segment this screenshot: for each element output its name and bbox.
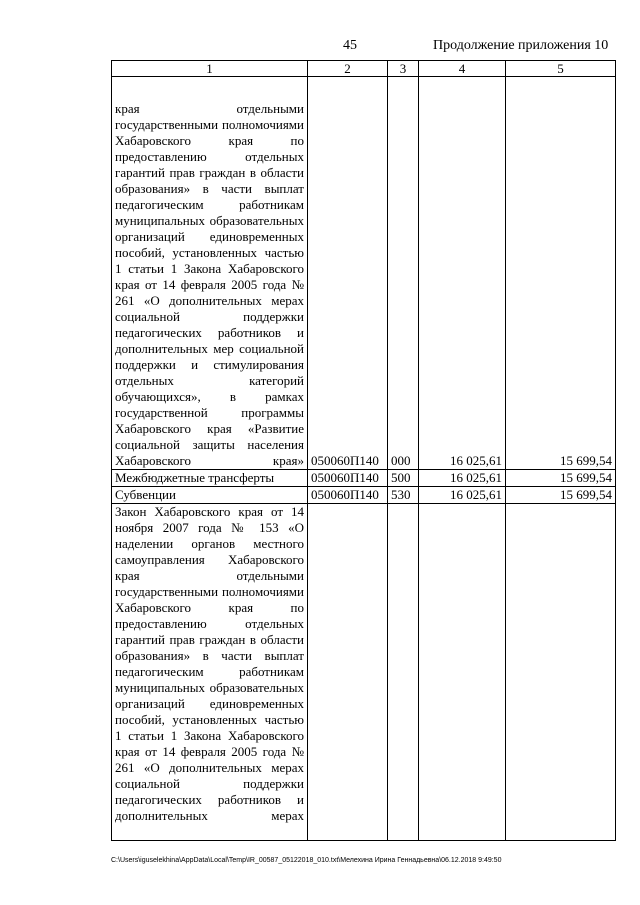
budget-table bbox=[111, 60, 616, 841]
row-amount-1: 16 025,61 bbox=[419, 487, 506, 504]
row-expense-type bbox=[388, 504, 419, 841]
row-amount-2: 15 699,54 bbox=[506, 77, 616, 470]
row-amount-1: 16 025,61 bbox=[419, 470, 506, 487]
row-target-code bbox=[308, 504, 388, 841]
row-target-code: 050060П140 bbox=[308, 77, 388, 470]
table-row bbox=[112, 470, 616, 487]
column-header: 4 bbox=[419, 61, 506, 77]
row-amount-2 bbox=[506, 504, 616, 841]
column-header: 3 bbox=[388, 61, 419, 77]
row-amount-2: 15 699,54 bbox=[506, 487, 616, 504]
column-header: 1 bbox=[112, 61, 308, 77]
row-description: Межбюджетные трансферты bbox=[112, 470, 308, 487]
table-row bbox=[112, 487, 616, 504]
row-target-code: 050060П140 bbox=[308, 470, 388, 487]
row-amount-1 bbox=[419, 504, 506, 841]
column-header: 5 bbox=[506, 61, 616, 77]
row-description: Закон Хабаровского края от 14 ноября 2007 года № 153 «О наделении органов местного самоуправления Хабаровского края отдельными государственными полномочиями Хабаровского края по предоставлению отдельных гарантий прав граждан в области образования» в части выплат педагогическим работникам муниципальных образовательных организаций единовременных пособий, установленных частью 1 статьи 1 Закона Хабаровского края от 14 февраля 2005 года № 261 «О дополнительных мерах социальной поддержки педагогических работников и дополнительных мерах bbox=[112, 504, 308, 841]
column-header: 2 bbox=[308, 61, 388, 77]
row-expense-type: 500 bbox=[388, 470, 419, 487]
row-amount-2: 15 699,54 bbox=[506, 470, 616, 487]
row-expense-type: 530 bbox=[388, 487, 419, 504]
table-row bbox=[112, 504, 616, 841]
row-target-code: 050060П140 bbox=[308, 487, 388, 504]
table-header-row bbox=[112, 61, 616, 77]
row-description: края отдельными государственными полномочиями Хабаровского края по предоставлению отдельных гарантий прав граждан в области образования» в части выплат педагогическим работникам муниципальных образовательных организаций единовременных пособий, установленных частью 1 статьи 1 Закона Хабаровского края от 14 февраля 2005 года № 261 «О дополнительных мерах социальной поддержки педагогических работников и дополнительных мер социальной поддержки и стимулирования отдельных категорий обучающихся», в рамках государственной программы Хабаровского края «Развитие социальной защиты населения Хабаровского края» bbox=[112, 77, 308, 470]
row-amount-1: 16 025,61 bbox=[419, 77, 506, 470]
row-expense-type: 000 bbox=[388, 77, 419, 470]
page-number: 45 bbox=[343, 38, 357, 53]
appendix-continuation-label: Продолжение приложения 10 bbox=[433, 38, 609, 53]
row-description: Субвенции bbox=[112, 487, 308, 504]
table-row bbox=[112, 77, 616, 470]
file-path-footer: C:\Users\iguselekhina\AppData\Local\Temp\IR_00587_05122018_010.txt\Мелехина Ирина Геннадьевна\06.12.2018 9:49:50 bbox=[111, 857, 502, 864]
